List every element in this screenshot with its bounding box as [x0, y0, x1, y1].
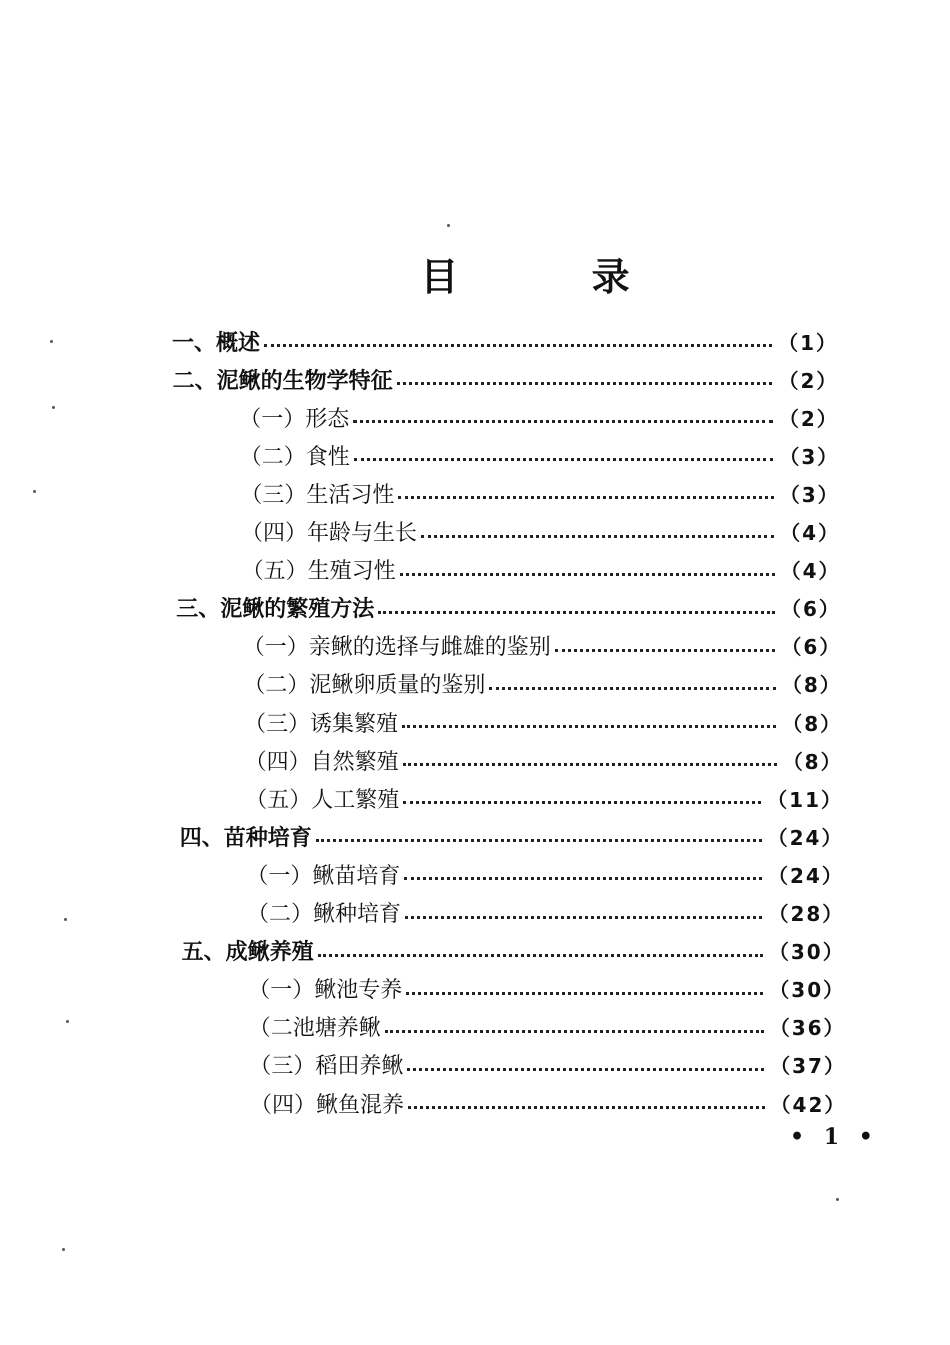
toc-entry: [243, 665, 841, 703]
dot-leader: [406, 991, 763, 995]
toc-entry: [182, 932, 845, 970]
dot-leader: [408, 1105, 765, 1109]
scan-speck: [33, 490, 36, 493]
toc-entry-title: （三）诱集繁殖: [244, 711, 399, 737]
toc-entry: [244, 703, 842, 741]
toc-entry: [250, 1084, 846, 1122]
scan-speck: [836, 1198, 839, 1201]
toc-entry: [248, 970, 845, 1008]
toc-entry-page: （2）: [778, 368, 839, 393]
dot-leader: [402, 724, 776, 728]
toc-entry-title: （五）生殖习性: [241, 559, 396, 585]
toc-entry-title: （五）人工繁殖: [245, 787, 400, 813]
toc-entry-page: （37）: [770, 1054, 846, 1079]
toc-entry-title: （四）年龄与生长: [241, 521, 418, 546]
toc-entry-page: （4）: [780, 559, 841, 584]
page-title: 目 录: [420, 254, 690, 299]
dot-leader: [489, 686, 775, 690]
toc-entry-page: （4）: [780, 521, 841, 545]
toc-entry-title: 二、泥鳅的生物学特征: [172, 367, 393, 394]
toc-entry: [242, 551, 841, 589]
toc-entry-title: （二）食性: [239, 444, 350, 470]
toc-entry: [240, 436, 839, 474]
toc-entry-page: （30）: [769, 978, 846, 1003]
toc-entry-title: （一）鳅池专养: [248, 978, 403, 1004]
dot-leader: [398, 495, 773, 499]
toc-entry: [240, 474, 839, 512]
toc-entry: [249, 1008, 846, 1046]
toc-entry-page: （2）: [778, 406, 839, 431]
toc-entry-title: 三、泥鳅的繁殖方法: [176, 596, 375, 623]
dot-leader: [397, 381, 773, 385]
dot-leader: [400, 572, 775, 576]
toc-entry: [241, 513, 840, 551]
toc-entry-page: （8）: [782, 749, 843, 774]
toc-entry-title: （二）鳅种培育: [247, 902, 402, 927]
dot-leader: [353, 419, 773, 423]
toc-entry-page: （8）: [781, 673, 842, 698]
toc-entry-title: （二）泥鳅卵质量的鉴别: [243, 673, 486, 699]
toc-entry-title: （二池塘养鳅: [248, 1016, 381, 1042]
dot-leader: [318, 953, 763, 957]
scan-speck: [64, 918, 67, 921]
dot-leader: [264, 343, 772, 347]
toc-entry-title: （一）亲鳅的选择与雌雄的鉴别: [242, 635, 551, 661]
toc-entry-title: （一）形态: [239, 406, 350, 432]
toc-entry-page: （6）: [781, 597, 841, 622]
toc-entry-title: （四）鳅鱼混养: [250, 1092, 405, 1118]
toc-entry-page: （24）: [767, 825, 844, 850]
scan-speck: [66, 1020, 69, 1023]
dot-leader: [385, 1029, 764, 1033]
dot-leader: [316, 838, 762, 842]
toc-entry-page: （28）: [768, 902, 845, 926]
scan-speck: [52, 406, 55, 409]
toc-entry: [245, 779, 843, 817]
toc-entry-title: （四）自然繁殖: [244, 749, 399, 775]
dot-leader: [403, 762, 777, 766]
toc-entry-title: （一）鳅苗培育: [246, 863, 401, 889]
toc-entry: [172, 322, 838, 360]
toc-entry-page: （3）: [779, 444, 840, 469]
toc-entry-title: 五、成鳅养殖: [181, 939, 314, 966]
toc-entry-title: （三）稻田养鳅: [249, 1054, 404, 1080]
dot-leader: [421, 534, 774, 538]
dot-leader: [378, 610, 775, 614]
toc-entry-page: （30）: [768, 940, 845, 965]
toc-entry: [245, 741, 843, 779]
toc-entry-page: （1）: [778, 330, 838, 355]
toc-entry: [243, 627, 842, 665]
scan-speck: [447, 224, 450, 227]
toc-entry: [247, 894, 844, 932]
dot-leader: [404, 876, 762, 880]
toc-entry-title: 四、苗种培育: [179, 824, 312, 851]
toc-entry: [173, 360, 839, 398]
toc-entry-page: （36）: [769, 1016, 846, 1041]
toc-entry-page: （3）: [779, 482, 840, 507]
toc-entry: [180, 817, 844, 855]
toc-entry-page: （24）: [768, 863, 844, 888]
dot-leader: [405, 915, 762, 919]
scan-speck: [62, 1248, 65, 1251]
dot-leader: [555, 648, 776, 652]
toc-entry-page: （42）: [770, 1092, 847, 1117]
dot-leader: [407, 1067, 764, 1071]
toc-entry: [176, 589, 841, 627]
dot-leader: [403, 800, 761, 804]
scan-speck: [50, 340, 53, 343]
page-number: • 1 •: [790, 1124, 879, 1150]
toc-entry-title: 一、概述: [172, 329, 261, 356]
toc-entry-title: （三）生活习性: [240, 482, 395, 508]
dot-leader: [354, 457, 774, 461]
toc-entry: [249, 1046, 846, 1084]
toc-entry-page: （11）: [767, 787, 844, 812]
toc-entry-page: （6）: [781, 635, 842, 660]
toc-entry: [246, 855, 843, 893]
toc-entry-page: （8）: [782, 711, 843, 736]
toc-entry: [239, 398, 839, 436]
